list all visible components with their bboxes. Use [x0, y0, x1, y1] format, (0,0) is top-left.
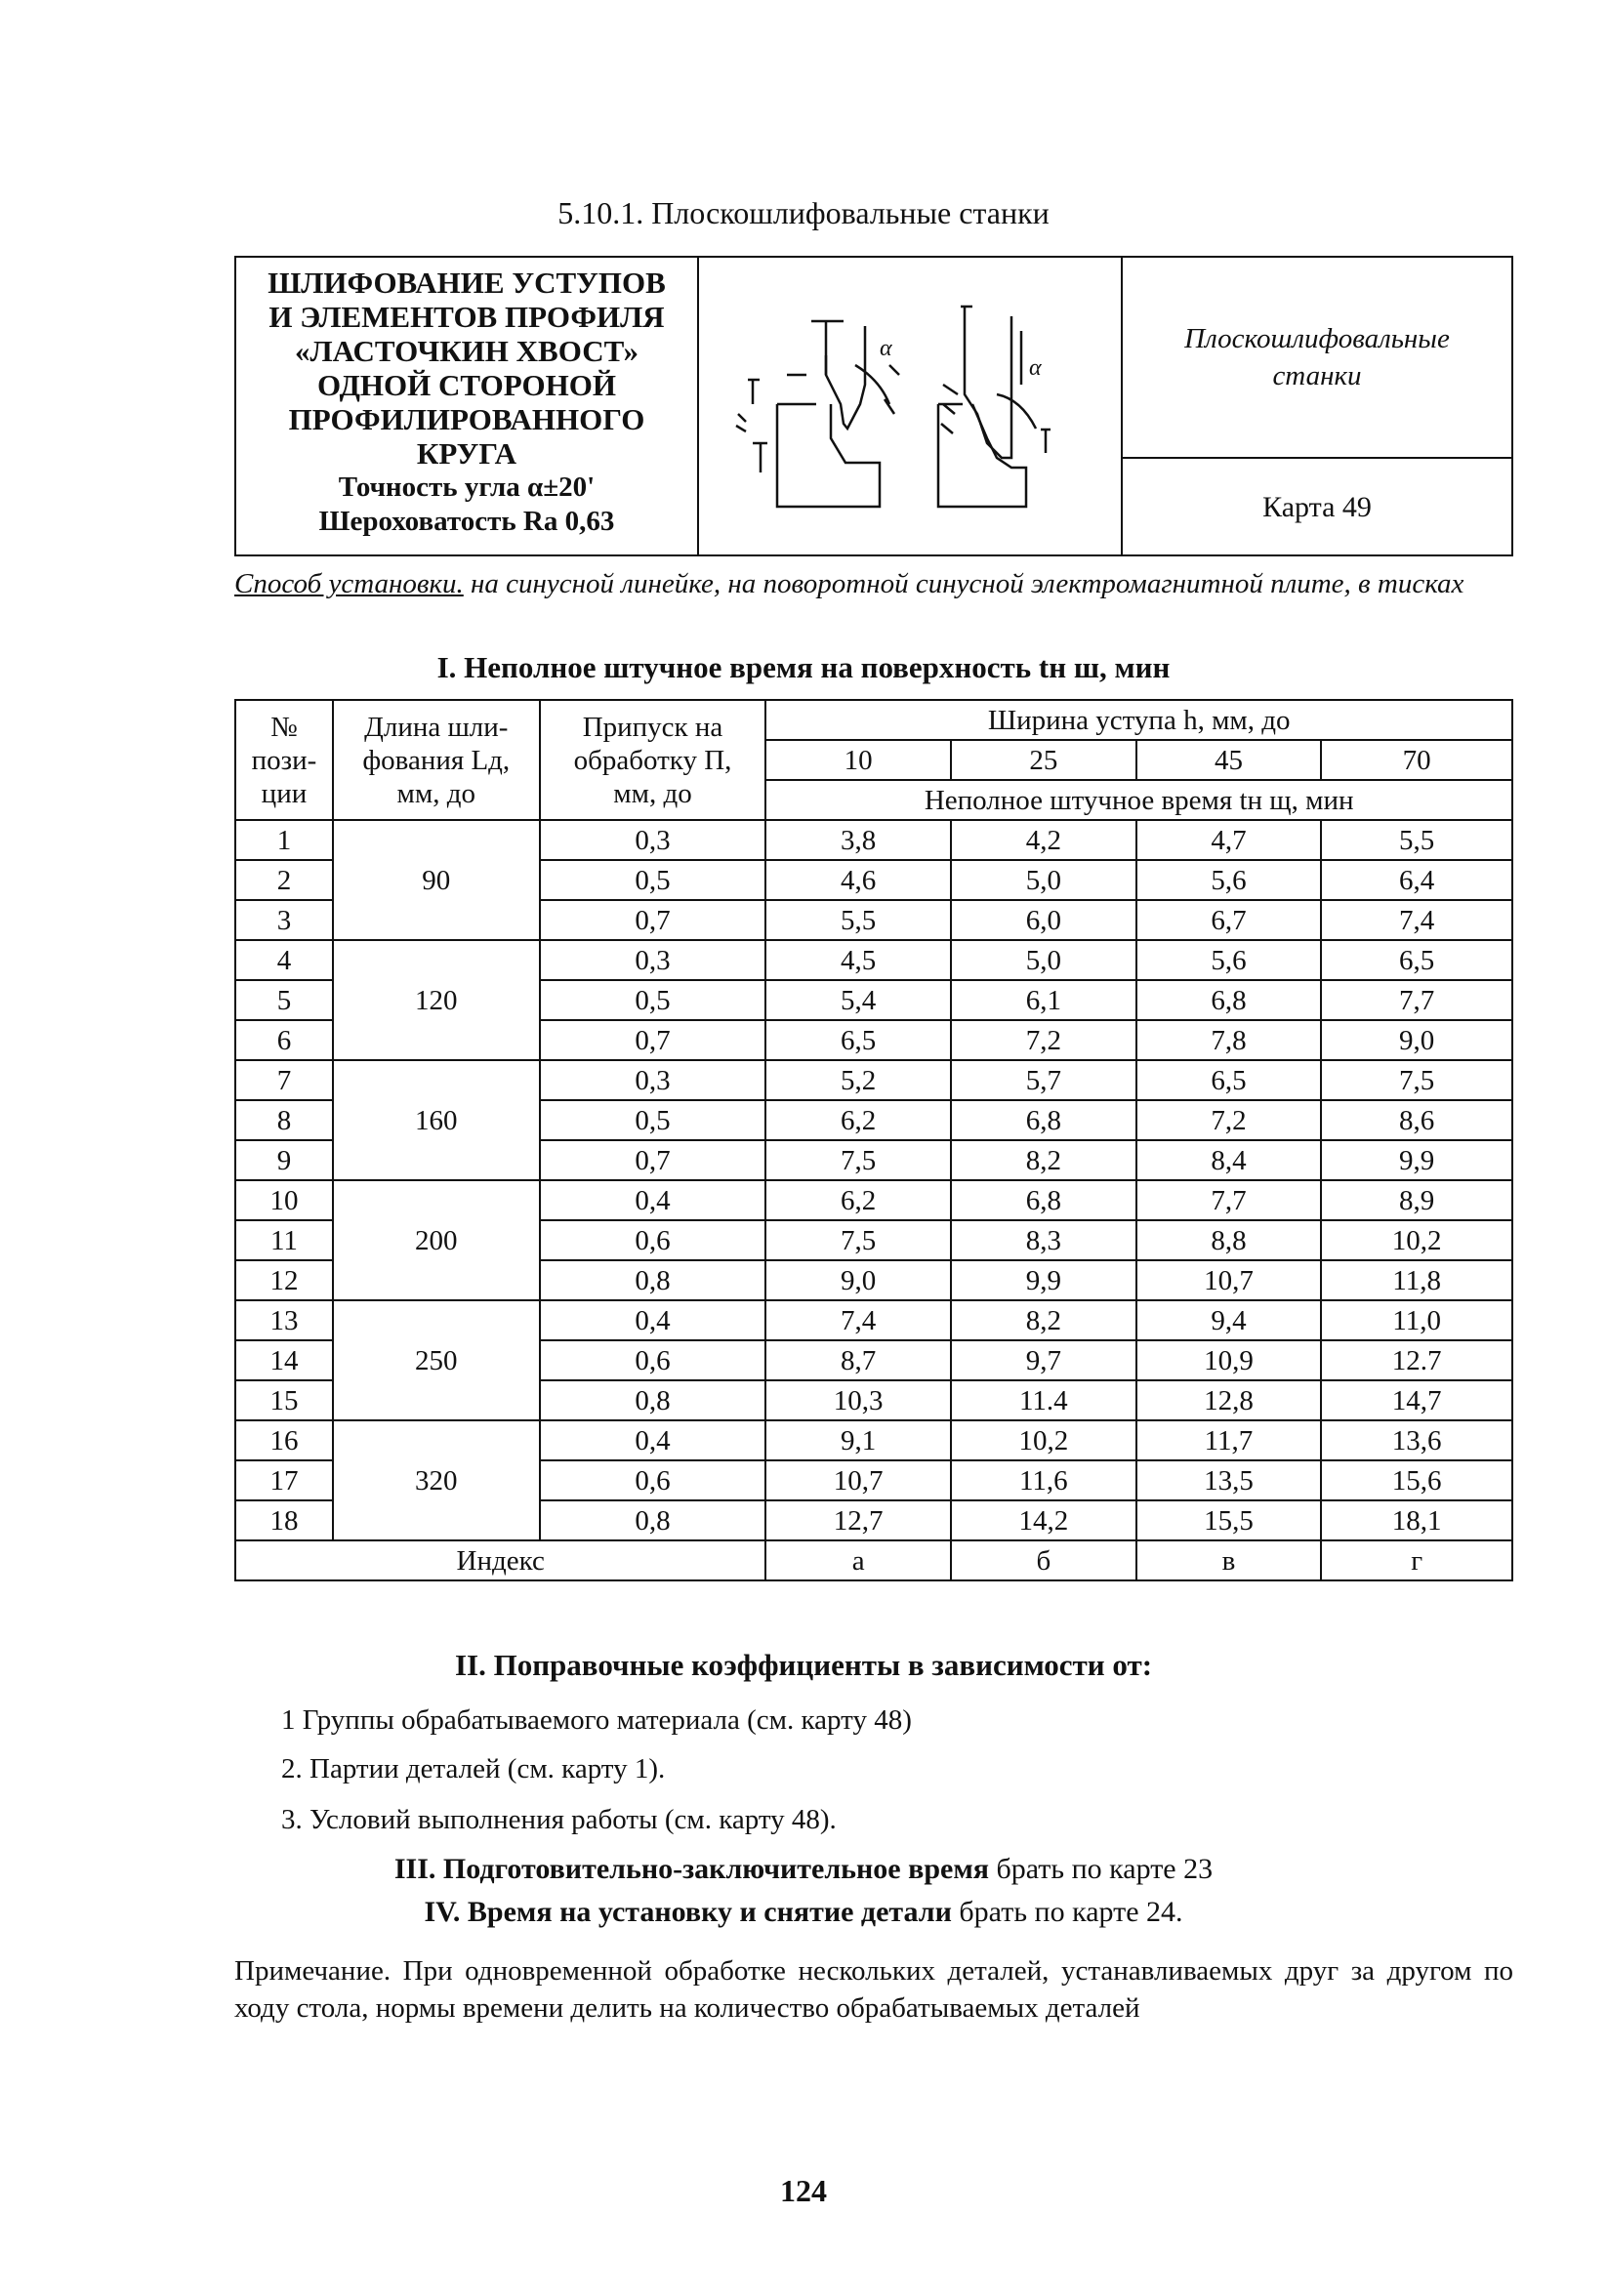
position-cell: 1	[235, 820, 333, 860]
position-cell: 15	[235, 1380, 333, 1420]
position-cell: 17	[235, 1460, 333, 1500]
section4-rest: брать по карте 24.	[951, 1896, 1183, 1928]
card-number: Карта 49	[1262, 491, 1372, 523]
machine-type	[1123, 258, 1511, 459]
allowance-cell: 0,7	[540, 900, 766, 940]
time-cell: 5,7	[951, 1060, 1136, 1100]
time-cell: 11,6	[951, 1460, 1136, 1500]
length-cell: 250	[333, 1300, 540, 1420]
table-row	[235, 1420, 1512, 1460]
table-row	[235, 940, 1512, 980]
time-cell: 6,1	[951, 980, 1136, 1020]
position-cell: 3	[235, 900, 333, 940]
table-row	[235, 1180, 1512, 1220]
time-cell: 13,5	[1136, 1460, 1322, 1500]
time-cell: 12.7	[1321, 1340, 1512, 1380]
setup-label: Способ установки.	[234, 568, 464, 599]
time-cell: 6,5	[765, 1020, 951, 1060]
time-cell: 5,0	[951, 860, 1136, 900]
roughness: Шероховатость Ra 0,63	[318, 506, 615, 537]
table1-title: I. Неполное штучное время на поверхность tн ш, мин	[436, 650, 1171, 684]
header-width-value: 25	[951, 740, 1136, 780]
position-cell: 16	[235, 1420, 333, 1460]
allowance-cell: 0,4	[540, 1300, 766, 1340]
allowance-cell: 0,4	[540, 1180, 766, 1220]
time-cell: 4,6	[765, 860, 951, 900]
section4	[0, 1896, 1607, 1929]
time-cell: 6,2	[765, 1180, 951, 1220]
allowance-cell: 0,5	[540, 1100, 766, 1140]
machine-type-line: Плоскошлифовальные	[1184, 323, 1450, 354]
time-cell: 6,5	[1321, 940, 1512, 980]
section3-bold: III. Подготовительно-заключительное время	[393, 1853, 989, 1885]
time-cell: 7,4	[765, 1300, 951, 1340]
index-value: б	[951, 1540, 1136, 1580]
position-cell: 7	[235, 1060, 333, 1100]
position-cell: 8	[235, 1100, 333, 1140]
time-cell: 9,1	[765, 1420, 951, 1460]
header-length: Длина шли- фования Lд, мм, до	[333, 700, 540, 820]
position-cell: 5	[235, 980, 333, 1020]
position-cell: 11	[235, 1220, 333, 1260]
position-cell: 13	[235, 1300, 333, 1340]
allowance-cell: 0,8	[540, 1380, 766, 1420]
section-title: 5.10.1. Плоскошлифовальные станки	[557, 195, 1050, 230]
time-cell: 4,7	[1136, 820, 1322, 860]
length-cell: 90	[333, 820, 540, 940]
time-cell: 6,4	[1321, 860, 1512, 900]
length-cell: 320	[333, 1420, 540, 1540]
setup-method	[234, 566, 1513, 601]
table-row	[235, 820, 1512, 860]
table-row	[235, 1300, 1512, 1340]
correction-item: 2. Партии деталей (см. карту 1).	[281, 1753, 666, 1784]
time-cell: 7,2	[1136, 1100, 1322, 1140]
position-cell: 10	[235, 1180, 333, 1220]
position-cell: 6	[235, 1020, 333, 1060]
time-cell: 11,0	[1321, 1300, 1512, 1340]
time-cell: 9,0	[1321, 1020, 1512, 1060]
time-cell: 12,7	[765, 1500, 951, 1540]
time-cell: 6,7	[1136, 900, 1322, 940]
card-info	[1123, 258, 1511, 554]
allowance-cell: 0,8	[540, 1500, 766, 1540]
time-cell: 8,2	[951, 1300, 1136, 1340]
header-width-value: 70	[1321, 740, 1512, 780]
header-position: № пози- ции	[235, 700, 333, 820]
time-cell: 6,8	[951, 1180, 1136, 1220]
time-table	[234, 699, 1513, 1581]
title-line: ПРОФИЛИРОВАННОГО	[288, 402, 645, 436]
time-cell: 7,5	[1321, 1060, 1512, 1100]
time-cell: 9,7	[951, 1340, 1136, 1380]
time-cell: 7,4	[1321, 900, 1512, 940]
time-cell: 7,8	[1136, 1020, 1322, 1060]
time-cell: 8,2	[951, 1140, 1136, 1180]
position-cell: 9	[235, 1140, 333, 1180]
time-cell: 5,5	[765, 900, 951, 940]
time-cell: 8,3	[951, 1220, 1136, 1260]
time-cell: 7,7	[1321, 980, 1512, 1020]
allowance-cell: 0,6	[540, 1340, 766, 1380]
time-cell: 10,2	[951, 1420, 1136, 1460]
allowance-cell: 0,6	[540, 1220, 766, 1260]
section4-bold: IV. Время на установку и снятие детали	[424, 1896, 952, 1928]
time-cell: 12,8	[1136, 1380, 1322, 1420]
time-cell: 5,0	[951, 940, 1136, 980]
allowance-cell: 0,4	[540, 1420, 766, 1460]
accuracy: Точность угла α±20'	[338, 472, 596, 503]
time-cell: 4,2	[951, 820, 1136, 860]
time-cell: 7,5	[765, 1220, 951, 1260]
title-line: ОДНОЙ СТОРОНОЙ	[317, 368, 616, 402]
time-cell: 5,5	[1321, 820, 1512, 860]
time-cell: 4,5	[765, 940, 951, 980]
setup-text: на синусной линейке, на поворотной синусной электромагнитной плите, в тисках	[463, 568, 1464, 599]
time-cell: 9,0	[765, 1260, 951, 1300]
time-cell: 6,8	[951, 1100, 1136, 1140]
time-cell: 11,7	[1136, 1420, 1322, 1460]
position-cell: 4	[235, 940, 333, 980]
time-cell: 5,4	[765, 980, 951, 1020]
correction-item: 3. Условий выполнения работы (см. карту 48).	[281, 1804, 837, 1835]
position-cell: 12	[235, 1260, 333, 1300]
machine-type-line: станки	[1272, 360, 1362, 391]
allowance-cell: 0,5	[540, 980, 766, 1020]
allowance-cell: 0,3	[540, 940, 766, 980]
correction-item: 1 Группы обрабатываемого материала (см. карту 48)	[281, 1704, 912, 1736]
time-cell: 11,8	[1321, 1260, 1512, 1300]
allowance-cell: 0,3	[540, 1060, 766, 1100]
time-cell: 8,8	[1136, 1220, 1322, 1260]
time-cell: 5,2	[765, 1060, 951, 1100]
alpha-label: α	[880, 336, 892, 361]
length-cell: 120	[333, 940, 540, 1060]
time-cell: 6,0	[951, 900, 1136, 940]
dovetail-sketch-icon	[699, 258, 1119, 554]
title-line: «ЛАСТОЧКИН ХВОСТ»	[295, 334, 639, 368]
length-cell: 160	[333, 1060, 540, 1180]
title-line: КРУГА	[416, 436, 517, 471]
operation-title	[236, 258, 699, 554]
alpha-label: α	[1029, 355, 1042, 381]
time-cell: 15,6	[1321, 1460, 1512, 1500]
time-cell: 11.4	[951, 1380, 1136, 1420]
time-cell: 10,7	[1136, 1260, 1322, 1300]
header-width: Ширина уступа h, мм, до	[765, 700, 1512, 740]
time-cell: 8,6	[1321, 1100, 1512, 1140]
header-width-value: 45	[1136, 740, 1322, 780]
time-cell: 8,7	[765, 1340, 951, 1380]
time-cell: 7,7	[1136, 1180, 1322, 1220]
header-time: Неполное штучное время tн щ, мин	[765, 780, 1512, 820]
time-cell: 5,6	[1136, 940, 1322, 980]
section2-title: II. Поправочные коэффициенты в зависимости от:	[454, 1648, 1153, 1682]
table-row	[235, 1060, 1512, 1100]
time-cell: 14,2	[951, 1500, 1136, 1540]
card-header	[234, 256, 1513, 556]
section3	[0, 1853, 1607, 1886]
time-cell: 10,7	[765, 1460, 951, 1500]
title-line: ШЛИФОВАНИЕ УСТУПОВ	[268, 266, 666, 300]
time-cell: 9,9	[1321, 1140, 1512, 1180]
index-value: г	[1321, 1540, 1512, 1580]
time-cell: 3,8	[765, 820, 951, 860]
position-cell: 18	[235, 1500, 333, 1540]
time-cell: 5,6	[1136, 860, 1322, 900]
allowance-cell: 0,7	[540, 1140, 766, 1180]
time-cell: 9,4	[1136, 1300, 1322, 1340]
allowance-cell: 0,7	[540, 1020, 766, 1060]
index-value: в	[1136, 1540, 1322, 1580]
time-cell: 6,2	[765, 1100, 951, 1140]
header-allowance: Припуск на обработку П, мм, до	[540, 700, 766, 820]
header-width-value: 10	[765, 740, 951, 780]
time-cell: 6,8	[1136, 980, 1322, 1020]
position-cell: 14	[235, 1340, 333, 1380]
index-label: Индекс	[235, 1540, 765, 1580]
time-cell: 8,9	[1321, 1180, 1512, 1220]
allowance-cell: 0,8	[540, 1260, 766, 1300]
title-line: И ЭЛЕМЕНТОВ ПРОФИЛЯ	[268, 300, 665, 334]
allowance-cell: 0,6	[540, 1460, 766, 1500]
position-cell: 2	[235, 860, 333, 900]
time-cell: 9,9	[951, 1260, 1136, 1300]
time-cell: 6,5	[1136, 1060, 1322, 1100]
time-cell: 14,7	[1321, 1380, 1512, 1420]
length-cell: 200	[333, 1180, 540, 1300]
index-row	[235, 1540, 1512, 1580]
time-cell: 10,9	[1136, 1340, 1322, 1380]
index-value: а	[765, 1540, 951, 1580]
section3-rest: брать по карте 23	[989, 1853, 1214, 1885]
time-cell: 10,3	[765, 1380, 951, 1420]
time-cell: 7,2	[951, 1020, 1136, 1060]
time-cell: 13,6	[1321, 1420, 1512, 1460]
time-cell: 8,4	[1136, 1140, 1322, 1180]
note: Примечание. При одновременной обработке нескольких деталей, устанавливаемых друг за другом по ходу стола, нормы времени делить на количество обрабатываемых деталей	[234, 1955, 1513, 2024]
time-cell: 15,5	[1136, 1500, 1322, 1540]
time-cell: 18,1	[1321, 1500, 1512, 1540]
time-cell: 7,5	[765, 1140, 951, 1180]
dovetail-diagram	[699, 258, 1123, 554]
allowance-cell: 0,3	[540, 820, 766, 860]
time-cell: 10,2	[1321, 1220, 1512, 1260]
page-number: 124	[780, 2173, 827, 2208]
allowance-cell: 0,5	[540, 860, 766, 900]
